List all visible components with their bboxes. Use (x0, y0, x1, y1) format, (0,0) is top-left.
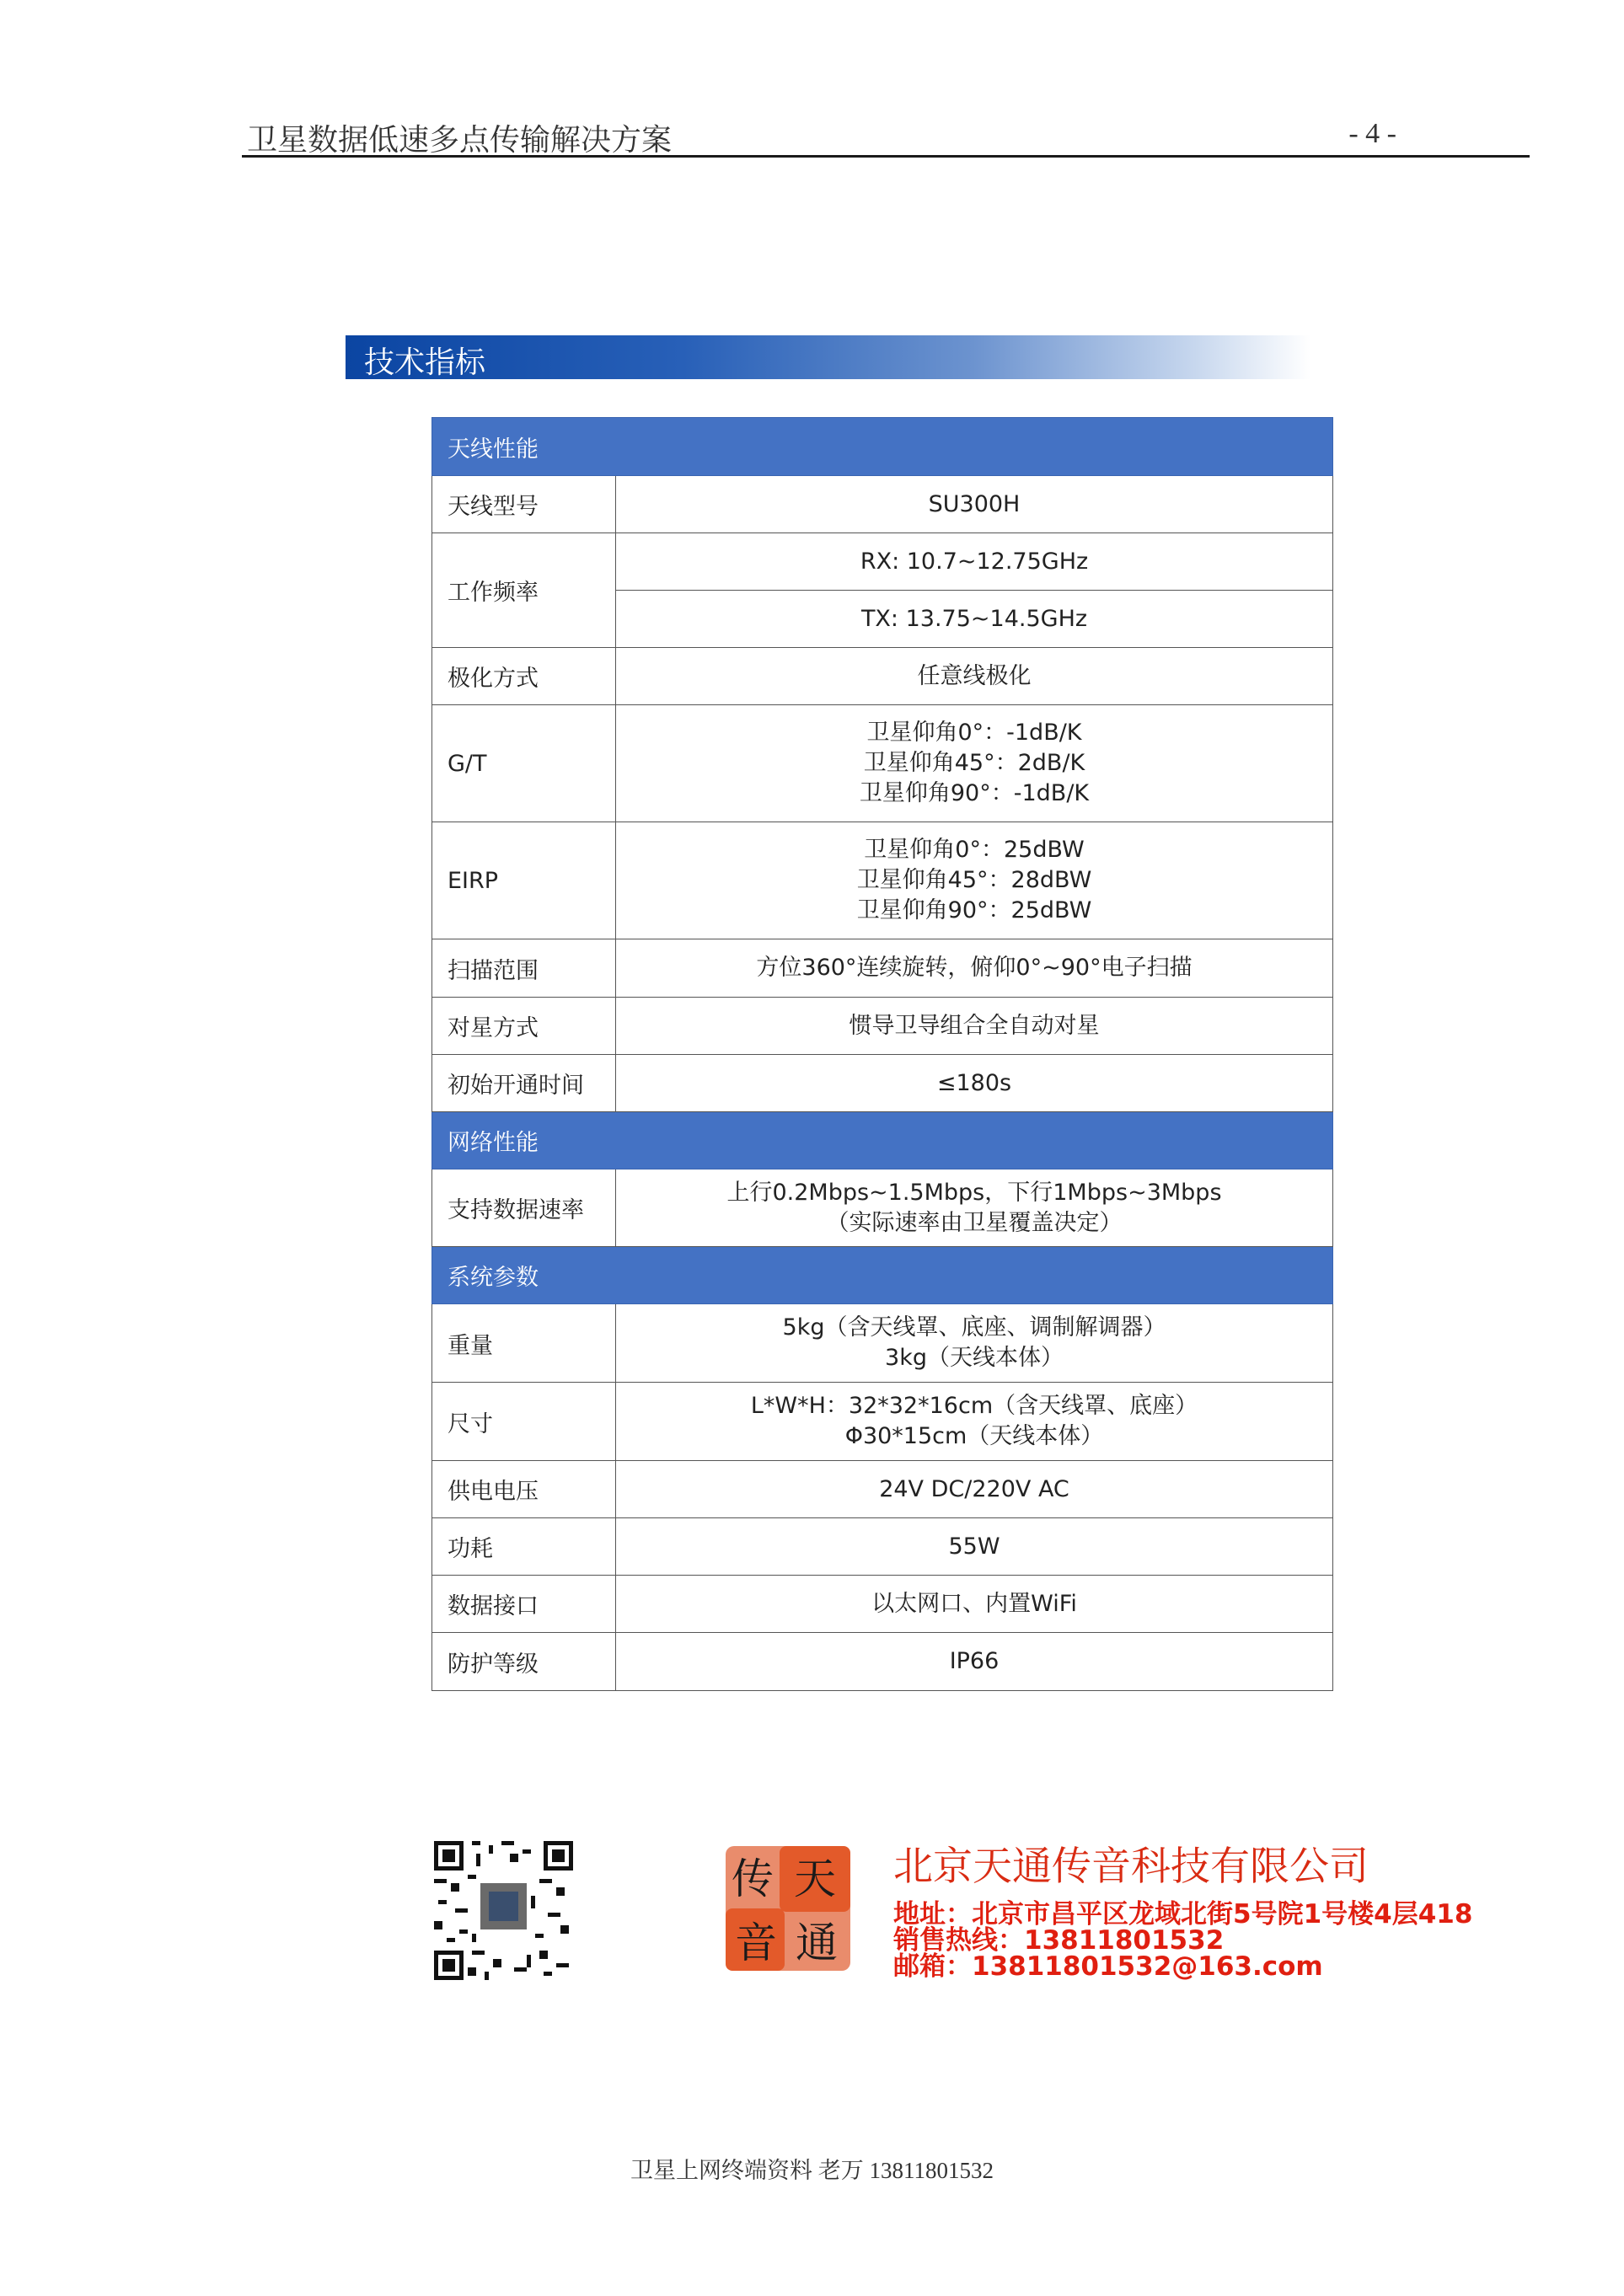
company-address: 地址：北京市昌平区龙域北街5号院1号楼4层418 (893, 1899, 1473, 1929)
logo-char: 传 (732, 1854, 774, 1903)
table-row (432, 1461, 1333, 1518)
row-value: IP66 (616, 1633, 1333, 1691)
company-info (893, 1835, 1472, 1980)
row-value: TX: 13.75~14.5GHz (616, 591, 1333, 648)
logo-char: 天 (794, 1854, 836, 1903)
value-line: （实际速率由卫星覆盖决定） (826, 1209, 1123, 1236)
row-value (616, 822, 1333, 939)
table-row (432, 1169, 1333, 1247)
header-title: 卫星数据低速多点传输解决方案 (247, 123, 673, 158)
row-value (616, 1383, 1333, 1461)
row-value: 方位360°连续旋转，俯仰0°~90°电子扫描 (616, 939, 1333, 998)
value-line: 5kg（含天线罩、底座、调制解调器） (782, 1314, 1166, 1341)
company-hotline: 销售热线：13811801532 (893, 1925, 1225, 1956)
table-row (432, 998, 1333, 1055)
table-row (432, 705, 1333, 822)
value-line: 卫星仰角0°：-1dB/K (866, 720, 1082, 746)
value-line: 卫星仰角90°：25dBW (856, 897, 1092, 923)
section-antenna: 天线性能 (432, 418, 1333, 476)
table-row (432, 1633, 1333, 1691)
row-value: 24V DC/220V AC (616, 1461, 1333, 1518)
row-value (616, 705, 1333, 822)
page-header (242, 108, 1530, 158)
section-title-bar (346, 335, 1310, 379)
page-number: - 4 - (1348, 118, 1396, 149)
table-row (432, 1055, 1333, 1112)
row-value: 55W (616, 1518, 1333, 1576)
value-line: 卫星仰角45°：28dBW (856, 867, 1092, 893)
row-label: EIRP (432, 822, 616, 939)
section-system: 系统参数 (432, 1247, 1333, 1304)
row-value: 以太网口、内置WiFi (616, 1576, 1333, 1633)
row-label: 初始开通时间 (432, 1055, 616, 1112)
value-line: Φ30*15cm（天线本体） (844, 1423, 1104, 1449)
logo-char: 通 (796, 1919, 838, 1967)
logo-char: 音 (735, 1919, 777, 1967)
company-name: 北京天通传音科技有限公司 (893, 1844, 1369, 1890)
value-line: 卫星仰角45°：2dB/K (863, 750, 1085, 776)
table-section-header (432, 418, 1333, 476)
row-label: 防护等级 (432, 1633, 616, 1691)
spec-table (431, 417, 1333, 1691)
row-label: G/T (432, 705, 616, 822)
row-label: 功耗 (432, 1518, 616, 1576)
company-logo (721, 1841, 855, 1976)
table-row (432, 476, 1333, 533)
row-value: SU300H (616, 476, 1333, 533)
company-email: 邮箱：13811801532@163.com (893, 1951, 1323, 1982)
row-value (616, 1304, 1333, 1383)
table-section-header (432, 1112, 1333, 1169)
value-line: 卫星仰角90°：-1dB/K (859, 780, 1090, 806)
row-value: 惯导卫导组合全自动对星 (616, 998, 1333, 1055)
value-line: L*W*H：32*32*16cm（含天线罩、底座） (750, 1393, 1198, 1419)
value-line: 上行0.2Mbps~1.5Mbps，下行1Mbps~3Mbps (726, 1179, 1222, 1206)
table-section-header (432, 1247, 1333, 1304)
table-row (432, 939, 1333, 998)
section-network: 网络性能 (432, 1112, 1333, 1169)
row-label: 支持数据速率 (432, 1169, 616, 1247)
row-label: 天线型号 (432, 476, 616, 533)
table-row (432, 1304, 1333, 1383)
row-value: RX: 10.7~12.75GHz (616, 533, 1333, 591)
table-row (432, 533, 1333, 591)
value-line: 3kg（天线本体） (885, 1345, 1064, 1371)
table-row (432, 1518, 1333, 1576)
table-row (432, 822, 1333, 939)
row-label: 重量 (432, 1304, 616, 1383)
row-label: 对星方式 (432, 998, 616, 1055)
row-label: 供电电压 (432, 1461, 616, 1518)
value-line: 卫星仰角0°：25dBW (864, 837, 1085, 863)
section-title: 技术指标 (364, 345, 486, 380)
qr-code-icon (434, 1841, 573, 1980)
row-label: 数据接口 (432, 1576, 616, 1633)
row-label: 扫描范围 (432, 939, 616, 998)
table-row (432, 1576, 1333, 1633)
bottom-note: 卫星上网终端资料 老万 13811801532 (630, 2158, 994, 2183)
table-row (432, 648, 1333, 705)
table-row (432, 1383, 1333, 1461)
row-label: 极化方式 (432, 648, 616, 705)
row-value: ≤180s (616, 1055, 1333, 1112)
row-value (616, 1169, 1333, 1247)
row-label: 工作频率 (432, 533, 616, 648)
row-label: 尺寸 (432, 1383, 616, 1461)
row-value: 任意线极化 (616, 648, 1333, 705)
